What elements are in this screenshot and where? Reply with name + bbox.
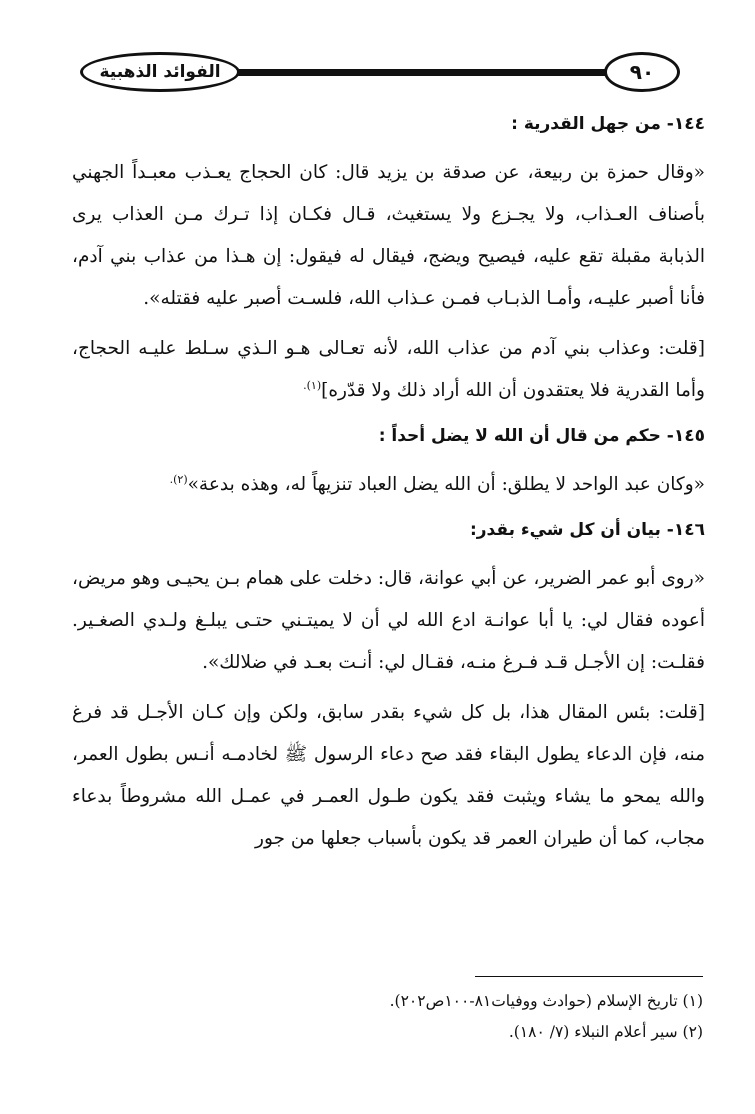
header-rule	[200, 69, 640, 76]
running-title: الفوائد الذهبية	[80, 52, 240, 92]
footnote: (٢) سير أعلام النبلاء (٧/ ١٨٠).	[508, 1023, 703, 1041]
paragraph-text: [قلت: بئس المقال هذا، بل كل شيء بقدر سابق، ولكن وإن كـان الأجـل قد فرغ منه، فإن الدعاء يطول البقاء فقد صح دعاء الرسول ﷺ لخادمـه أنـس بطول العمر، والله يمحو ما يشاء ويثبت فقد يكون طـول العمـر في عمـل الله مشروطاً بدعاء مجاب، كما أن طيران العمر قد يكون بأسباب جعلها من جور	[72, 702, 705, 849]
section-heading: ١٤٦- بيان أن كل شيء بقدر:	[469, 520, 705, 540]
section-heading: ١٤٤- من جهل القدرية :	[511, 114, 705, 134]
footnote-ref: (١).	[303, 378, 322, 392]
paragraph	[72, 558, 705, 684]
paragraph-text: «وكان عبد الواحد لا يطلق: أن الله يضل العباد تنزيهاً له، وهذه بدعة»	[187, 474, 705, 495]
footnote: (١) تاريخ الإسلام (حوادث ووفيات٨١-١٠٠ص٢٠٢).	[389, 992, 703, 1010]
paragraph	[72, 152, 705, 320]
paragraph	[72, 464, 705, 506]
page-number: ٩٠	[604, 52, 680, 92]
footnote-separator	[475, 976, 703, 977]
paragraph	[72, 692, 705, 860]
footnote-ref: (٢).	[169, 472, 188, 486]
main-text	[72, 108, 705, 860]
paragraph	[72, 328, 705, 412]
page-header	[80, 52, 680, 98]
paragraph-text: «روى أبو عمر الضرير، عن أبي عوانة، قال: دخلت على همام بـن يحيـى وهو مريض، أعوده فقال لي: يا أبا عوانـة ادع الله لي أن لا يميتـني حتـى يبلـغ ولـدي الصغـير. فقلـت: إن الأجـل قـد فـرغ منـه، فقـال لي: أنـت بعـد في ضلالك».	[72, 568, 705, 673]
paragraph-text: [قلت: وعذاب بني آدم من عذاب الله، لأنه تعـالى هـو الـذي سـلط عليـه الحجاج، وأما القدرية فلا يعتقدون أن الله أراد ذلك ولا قدّره]	[72, 338, 705, 401]
paragraph-text: «وقال حمزة بن ربيعة، عن صدقة بن يزيد قال: كان الحجاج يعـذب معبـداً الجهني بأصناف العـذاب، ولا يجـزع ولا يستغيث، قـال فكـان إذا تـرك مـن العذاب يرى الذبابة مقبلة تقع عليه، فيصيح ويضج، فيقال له فيقول: إن هـذا من عذاب بني آدم، فأنا أصبر عليـه، وأمـا الذبـاب فمـن عـذاب الله، فلسـت أصبر عليه فقتله».	[72, 162, 705, 309]
footnotes	[72, 986, 703, 1048]
section-heading: ١٤٥- حكم من قال أن الله لا يضل أحداً :	[378, 426, 705, 446]
